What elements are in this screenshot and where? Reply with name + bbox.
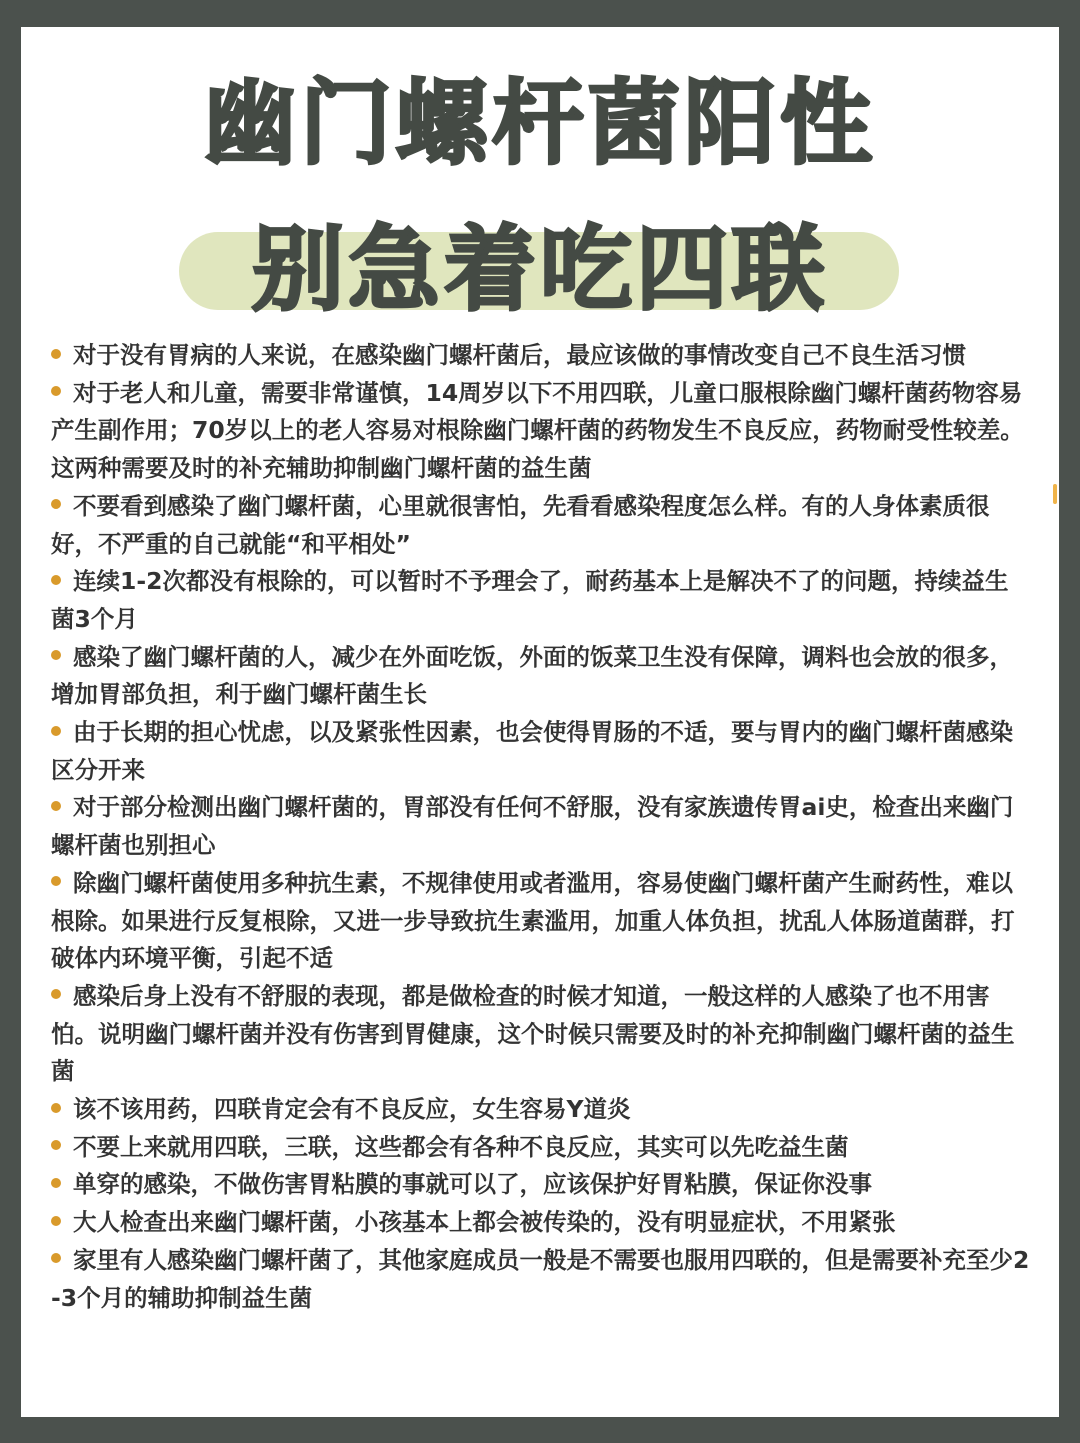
list-item-text: 不要看到感染了幽门螺杆菌，心里就很害怕，先看看感染程度怎么样。有的人身体素质很好，不严重的自己就能“和平相处”: [51, 491, 990, 558]
list-item: [51, 1166, 1031, 1204]
list-item: [51, 1204, 1031, 1242]
list-item: [51, 488, 1031, 563]
list-item: [51, 1129, 1031, 1167]
list-item-text: 对于没有胃病的人来说，在感染幽门螺杆菌后，最应该做的事情改变自己不良生活习惯: [73, 341, 966, 369]
list-item: [51, 1091, 1031, 1129]
bullet-dot-icon: [51, 1216, 61, 1226]
bullet-dot-icon: [51, 650, 61, 660]
list-item-text: 感染了幽门螺杆菌的人，减少在外面吃饭，外面的饭菜卫生没有保障，调料也会放的很多，增加胃部负担，利于幽门螺杆菌生长: [51, 642, 1013, 709]
list-item-text: 感染后身上没有不舒服的表现，都是做检查的时候才知道，一般这样的人感染了也不用害怕。说明幽门螺杆菌并没有伤害到胃健康，这个时候只需要及时的补充抑制幽门螺杆菌的益生菌: [51, 981, 1015, 1086]
title-line-1: 幽门螺杆菌阳性: [203, 70, 876, 177]
bullet-dot-icon: [51, 989, 61, 999]
bullet-dot-icon: [51, 575, 61, 585]
bullet-dot-icon: [51, 386, 61, 396]
bullet-dot-icon: [51, 349, 61, 359]
bullet-dot-icon: [51, 1103, 61, 1113]
bullet-dot-icon: [51, 1140, 61, 1150]
bullet-dot-icon: [51, 801, 61, 811]
list-item: [51, 789, 1031, 864]
list-item: [51, 978, 1031, 1091]
content-card: [21, 27, 1059, 1417]
list-item-text: 连续1-2次都没有根除的，可以暂时不予理会了，耐药基本上是解决不了的问题，持续益生菌3个月: [51, 567, 1009, 633]
title-line-2: 别急着吃四联: [251, 216, 828, 323]
list-item: [51, 714, 1031, 789]
bullet-dot-icon: [51, 726, 61, 736]
list-item: [51, 865, 1031, 978]
list-item-text: 大人检查出来幽门螺杆菌，小孩基本上都会被传染的，没有明显症状，不用紧张: [73, 1208, 896, 1237]
list-item-text: 对于老人和儿童，需要非常谨慎，14周岁以下不用四联，儿童口服根除幽门螺杆菌药物容易产生副作用；70岁以上的老人容易对根除幽门螺杆菌的药物发生不良反应，药物耐受性较差。这两种需要及时的补充辅助抑制幽门螺杆菌的益生菌: [51, 378, 1024, 483]
list-item: [51, 337, 1031, 375]
list-item: [51, 1242, 1031, 1317]
list-item: [51, 639, 1031, 714]
tips-list: [51, 337, 1031, 1317]
bullet-dot-icon: [51, 1253, 61, 1263]
bullet-dot-icon: [51, 1178, 61, 1188]
list-item-text: 不要上来就用四联，三联，这些都会有各种不良反应，其实可以先吃益生菌: [73, 1132, 849, 1161]
list-item-text: 对于部分检测出幽门螺杆菌的，胃部没有任何不舒服，没有家族遗传胃ai史，检查出来幽门螺杆菌也别担心: [51, 793, 1014, 860]
list-item-text: 除幽门螺杆菌使用多种抗生素，不规律使用或者滥用，容易使幽门螺杆菌产生耐药性，难以根除。如果进行反复根除，又进一步导致抗生素滥用，加重人体负担，扰乱人体肠道菌群，打破体内环境平衡，引起不适: [51, 868, 1015, 973]
edge-mark: [1053, 484, 1057, 504]
list-item-text: 该不该用药，四联肯定会有不良反应，女生容易Y道炎: [73, 1095, 631, 1124]
list-item-text: 单穿的感染，不做伤害胃粘膜的事就可以了，应该保护好胃粘膜，保证你没事: [73, 1170, 872, 1199]
list-item: [51, 375, 1031, 488]
bullet-dot-icon: [51, 499, 61, 509]
bullet-dot-icon: [51, 876, 61, 886]
list-item-text: 家里有人感染幽门螺杆菌了，其他家庭成员一般是不需要也服用四联的，但是需要补充至少2-3个月的辅助抑制益生菌: [51, 1245, 1030, 1312]
list-item: [51, 563, 1031, 638]
list-item-text: 由于长期的担心忧虑，以及紧张性因素，也会使得胃肠的不适，要与胃内的幽门螺杆菌感染区分开来: [51, 718, 1013, 784]
